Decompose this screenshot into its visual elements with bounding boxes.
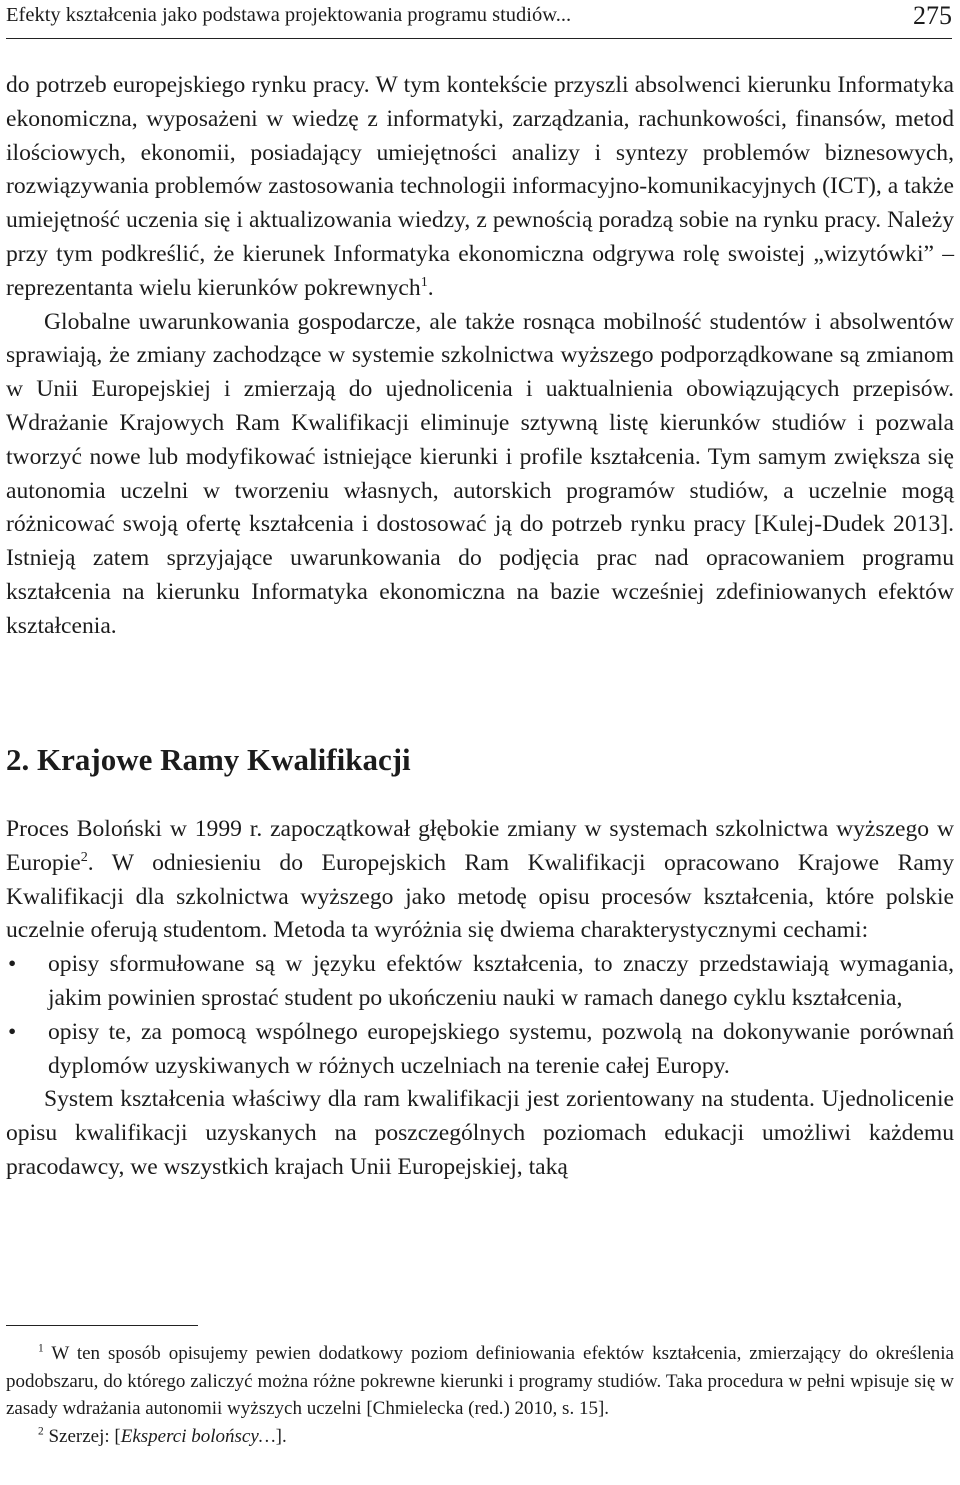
section-heading: 2. Krajowe Ramy Kwalifikacji	[6, 742, 411, 777]
running-header	[6, 0, 952, 39]
footnote-ref-2[interactable]: 2	[80, 848, 88, 865]
list-item-text: opisy te, za pomocą wspólnego europejskiego systemu, pozwolą na dokonywanie porównań dyplomów uzyskiwanych w różnych uczelniach na terenie całej Europy.	[48, 1018, 954, 1079]
paragraph-3-text: Proces Boloński w 1999 r. zapoczątkował głębokie zmiany w systemach szkolnictwa wyższego w Europie	[6, 816, 954, 876]
feature-list	[6, 948, 954, 1083]
list-item	[6, 948, 954, 1016]
list-item	[6, 1016, 954, 1084]
footnote-2-number: 2	[38, 1425, 44, 1438]
section-body	[6, 813, 954, 1185]
paragraph-4: System kształcenia właściwy dla ram kwalifikacji jest zorientowany na studenta. Ujednolicenie opisu kwalifikacji uzyskanych na poszczególnych poziomach edukacji umożliwi każdemu pracodawcy, we wszystkich krajach Unii Europejskiej, taką	[6, 1086, 954, 1180]
footnote-2-suffix: ].	[275, 1425, 287, 1447]
paragraph-3-continuation: . W odniesieniu do Europejskich Ram Kwalifikacji opracowano Krajowe Ramy Kwalifikacji dla szkolnictwa wyższego jako metodę opisu procesów kształcenia, które polskie uczelnie oferują studentom. Metoda ta wyróżnia się dwiema charakterystycznymi cechami:	[6, 849, 954, 944]
running-title: Efekty kształcenia jako podstawa projektowania programu studiów...	[6, 4, 572, 26]
bullet-icon: •	[8, 1018, 17, 1045]
paragraph-3	[6, 813, 954, 948]
page-number: 275	[913, 1, 952, 30]
paragraph-1-text: do potrzeb europejskiego rynku pracy. W tym kontekście przyszli absolwenci kierunku Informatyka ekonomiczna, wyposażeni w wiedzę z informatyki, zarządzania, rachunkowości, finansów, metod ilościowych, ekonomii, posiadający umiejętności analizy i syntezy problemów biznesowych, rozwiązywania problemów zastosowania technologii informacyjno-komunikacyjnych (ICT), a także umiejętność uczenia się i aktualizowania wiedzy, z pewnością poradzą sobie na rynku pracy. Należy przy tym podkreślić, że kierunek Informatyka ekonomiczna odgrywa rolę swoistej „wizytówki” – reprezentanta wielu kierunków pokrewnych	[6, 72, 954, 301]
footnote-1	[6, 1340, 954, 1423]
footnote-1-text: W ten sposób opisujemy pewien dodatkowy poziom definiowania efektów kształcenia, zmierzający do określenia podobszaru, do którego zaliczyć można różne pokrewne kierunki i programy studiów. Taka procedura w pełni wpisuje się w zasady wdrażania autonomii wyższych uczelni [Chmielecka (red.) 2010, s. 15].	[6, 1343, 954, 1419]
footnote-ref-1[interactable]: 1	[420, 273, 428, 290]
footnotes	[6, 1340, 954, 1450]
paragraph-2: Globalne uwarunkowania gospodarcze, ale także rosnąca mobilność studentów i absolwentów sprawiają, że zmiany zachodzące w systemie szkolnictwa wyższego podporządkowane są zmianom w Unii Europejskiej i zmierzają do ujednolicenia i uaktualnienia obowiązujących przepisów. Wdrażanie Krajowych Ram Kwalifikacji eliminuje sztywną listę kierunków studiów i pozwala tworzyć nowe lub modyfikować istniejące kierunki i profile kształcenia. Tym samym zwiększa się autonomia uczelni w tworzeniu własnych, autorskich programów studiów, a uczelnie mogą różnicować swoją ofertę kształcenia i dostosować ją do potrzeb rynku pracy [Kulej-Dudek 2013]. Istnieją zatem sprzyjające uwarunkowania do podjęcia prac nad opracowaniem programu kształcenia na kierunku Informatyka ekonomiczna na bazie wcześniej zdefiniowanych efektów kształcenia.	[6, 308, 954, 639]
paragraph-1-end: .	[427, 274, 434, 301]
body-text	[6, 69, 954, 644]
footnote-2-prefix: Szerzej: [	[48, 1425, 121, 1447]
list-item-text: opisy sformułowane są w języku efektów kształcenia, to znaczy przedstawiają wymagania, jakim powinien sprostać student po ukończeniu nauki w ramach danego cyklu kształcenia,	[48, 951, 954, 1011]
footnote-1-number: 1	[38, 1342, 44, 1355]
footnote-2	[6, 1423, 954, 1451]
paragraph-1	[6, 69, 954, 306]
bullet-icon: •	[8, 951, 17, 978]
footnote-2-citation: Eksperci bolońscy…	[120, 1425, 276, 1447]
footnote-separator	[6, 1325, 198, 1326]
